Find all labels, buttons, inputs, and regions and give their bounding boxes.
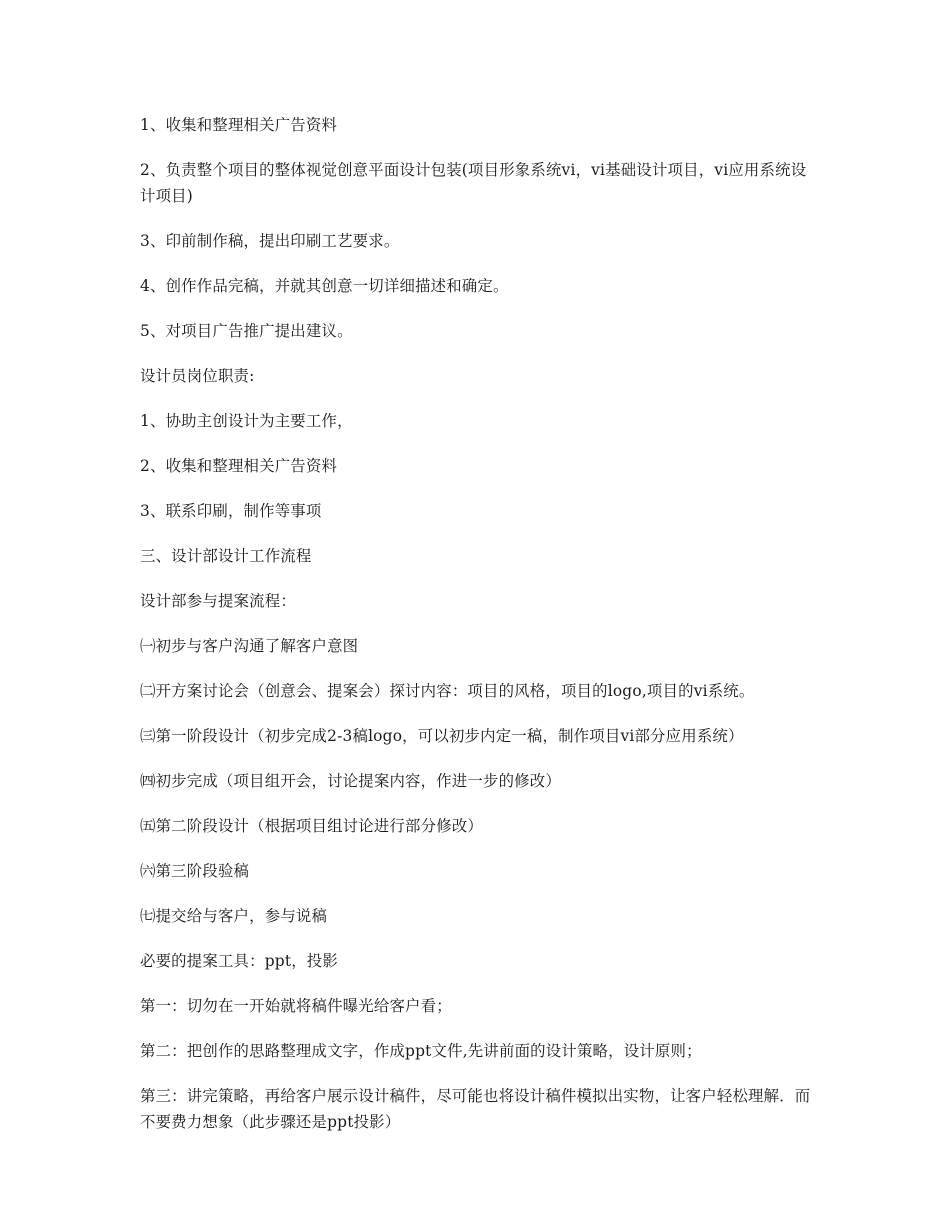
process-step-3: ㈢第一阶段设计（初步完成2-3稿logo，可以初步内定一稿，制作项目vi部分应用系统） bbox=[140, 727, 744, 745]
document-page bbox=[140, 112, 812, 1154]
process-step-1: ㈠初步与客户沟通了解客户意图 bbox=[140, 637, 359, 655]
paragraph-proposal-tools: 必要的提案工具：ppt，投影 bbox=[140, 952, 338, 970]
subheading-proposal-process: 设计部参与提案流程： bbox=[140, 592, 296, 610]
process-step-6: ㈥第三阶段验稿 bbox=[140, 862, 250, 880]
process-step-7: ㈦提交给与客户，参与说稿 bbox=[140, 907, 328, 925]
paragraph-duty-3: 3、印前制作稿，提出印刷工艺要求。 bbox=[140, 232, 400, 250]
paragraph-duty-5: 5、对项目广告推广提出建议。 bbox=[140, 322, 353, 340]
paragraph-tip-second: 第二：把创作的思路整理成文字，作成ppt文件,先讲前面的设计策略，设计原则； bbox=[140, 1042, 702, 1060]
process-step-5: ㈤第二阶段设计（根据项目组讨论进行部分修改） bbox=[140, 817, 483, 835]
paragraph-duty-4: 4、创作作品完稿，并就其创意一切详细描述和确定。 bbox=[140, 277, 509, 295]
paragraph-duty-1: 1、收集和整理相关广告资料 bbox=[140, 116, 338, 134]
paragraph-designer-duty-1: 1、协助主创设计为主要工作， bbox=[140, 412, 353, 430]
paragraph-designer-duty-3: 3、联系印刷，制作等事项 bbox=[140, 502, 322, 520]
paragraph-tip-third: 第三：讲完策略，再给客户展示设计稿件，尽可能也将设计稿件模拟出实物，让客户轻松理解．而不要费力想象（此步骤还是ppt投影） bbox=[140, 1087, 811, 1131]
paragraph-tip-first: 第一：切勿在一开始就将稿件曝光给客户看； bbox=[140, 997, 452, 1015]
paragraph-designer-duty-2: 2、收集和整理相关广告资料 bbox=[140, 457, 338, 475]
paragraph-duty-2: 2、负责整个项目的整体视觉创意平面设计包装(项目形象系统vi，vi基础设计项目，vi应用系统设计项目) bbox=[140, 161, 807, 205]
process-step-2: ㈡开方案讨论会（创意会、提案会）探讨内容：项目的风格，项目的logo,项目的vi系统。 bbox=[140, 682, 755, 700]
section-heading-designer-duties: 设计员岗位职责: bbox=[140, 367, 255, 385]
section-heading-workflow: 三、设计部设计工作流程 bbox=[140, 547, 312, 565]
process-step-4: ㈣初步完成（项目组开会，讨论提案内容，作进一步的修改） bbox=[140, 772, 561, 790]
